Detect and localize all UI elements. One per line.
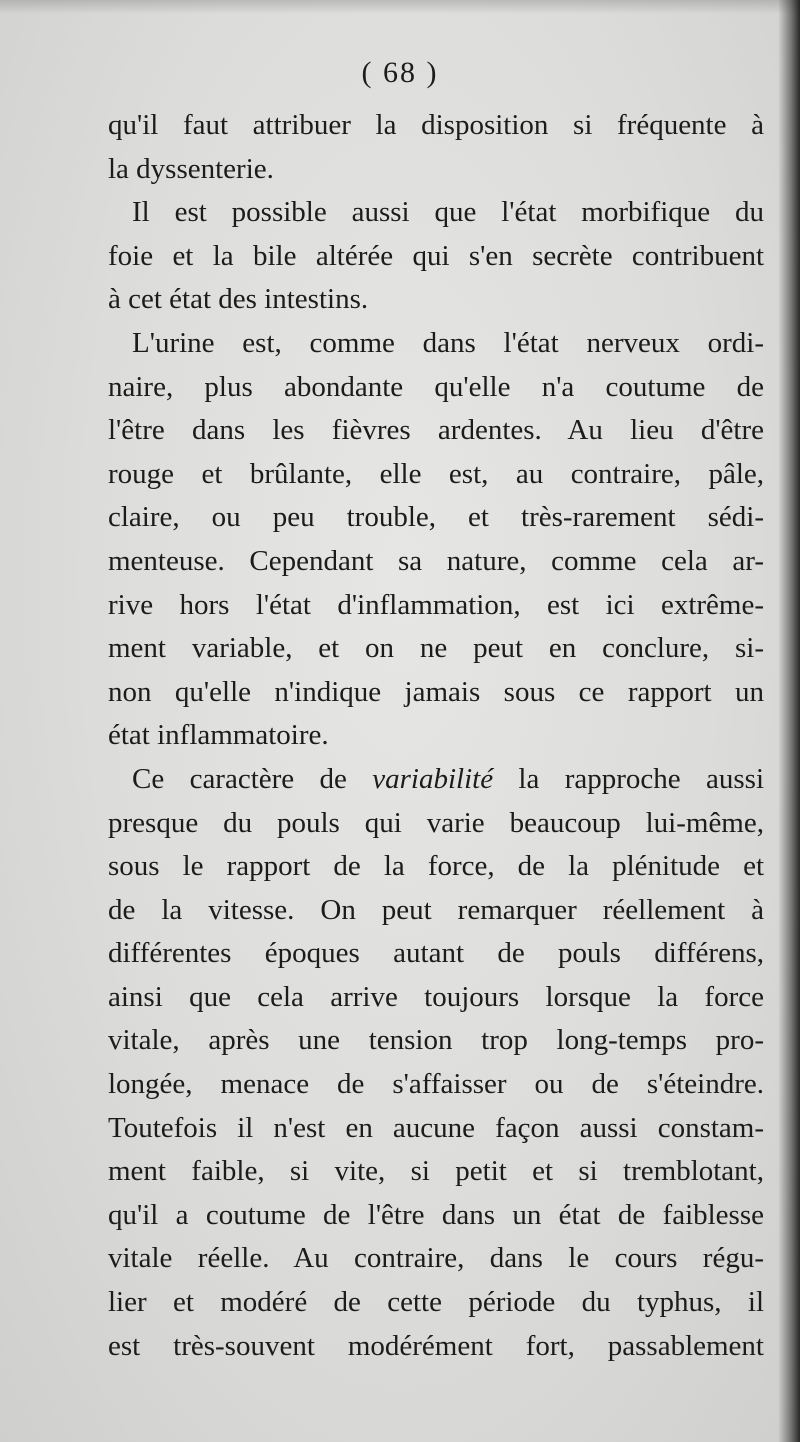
text-line: sous le rapport de la force, de la plénitude et — [108, 850, 764, 883]
text-segment: Ce caractère de — [132, 762, 373, 795]
italic-term: variabilité — [372, 762, 494, 795]
text-line: rouge et brûlante, elle est, au contraire, pâle, — [108, 457, 764, 490]
text-line: Il est possible aussi que l'état morbifique du — [132, 196, 764, 229]
text-line: ainsi que cela arrive toujours lorsque la force — [108, 980, 764, 1013]
text-line: ment variable, et on ne peut en conclure, si- — [108, 632, 764, 665]
text-line: est très-souvent modérément fort, passablement — [108, 1329, 764, 1362]
text-line: état inflammatoire. — [108, 719, 329, 752]
text-line: naire, plus abondante qu'elle n'a coutume de — [108, 370, 764, 403]
text-line: L'urine est, comme dans l'état nerveux ordi- — [132, 326, 764, 359]
text-line: à cet état des intestins. — [108, 283, 369, 316]
text-line: presque du pouls qui varie beaucoup lui-même, — [108, 806, 764, 839]
text-line: ment faible, si vite, si petit et si tremblotant, — [108, 1155, 764, 1188]
body-text — [108, 104, 764, 1368]
text-line: lier et modéré de cette période du typhus, il — [108, 1286, 764, 1319]
text-line: l'être dans les fièvres ardentes. Au lieu d'être — [108, 414, 764, 447]
text-line: Toutefois il n'est en aucune façon aussi constam- — [108, 1111, 764, 1144]
text-line: vitale, après une tension trop long-temps pro- — [108, 1024, 764, 1057]
text-line: foie et la bile altérée qui s'en secrète contribuent — [108, 239, 764, 272]
text-segment: la rapproche aussi — [493, 762, 764, 795]
text-line: non qu'elle n'indique jamais sous ce rapport un — [108, 675, 764, 708]
text-line: qu'il a coutume de l'être dans un état de faiblesse — [108, 1198, 764, 1231]
text-line: différentes époques autant de pouls différens, — [108, 937, 764, 970]
text-line: vitale réelle. Au contraire, dans le cours régu- — [108, 1242, 764, 1275]
text-line: rive hors l'état d'inflammation, est ici extrême- — [108, 588, 764, 621]
text-line: longée, menace de s'affaisser ou de s'éteindre. — [108, 1068, 764, 1101]
text-line: la dyssenterie. — [108, 152, 274, 185]
page-number: ( 68 ) — [361, 56, 439, 89]
text-line: de la vitesse. On peut remarquer réellement à — [108, 893, 764, 926]
text-line: qu'il faut attribuer la disposition si fréquente à — [108, 109, 764, 141]
text-line: claire, ou peu trouble, et très-rarement sédi- — [108, 501, 764, 534]
text-line: menteuse. Cependant sa nature, comme cela ar- — [108, 544, 764, 577]
page-binding-shadow — [778, 0, 800, 1442]
page-top-shadow — [0, 0, 800, 14]
text-line — [108, 758, 764, 802]
